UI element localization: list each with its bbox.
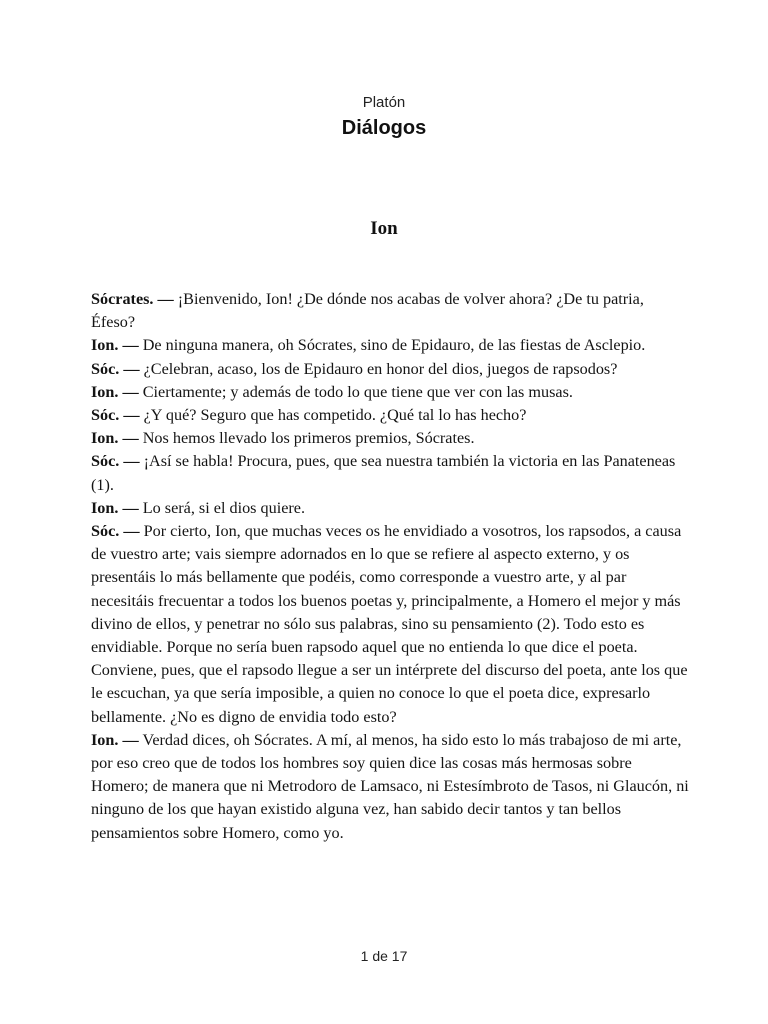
dialogue-turn [91,427,691,450]
speaker-label: Sócrates. — [91,290,174,308]
dialogue-text [91,288,691,845]
speaker-label: Ion. — [91,382,139,401]
dialogue-turn [91,404,691,427]
speaker-label: Ion. — [91,498,139,517]
page-number: 1 de 17 [360,948,408,964]
turn-text: Por cierto, Ion, que muchas veces os he envidiado a vosotros, los rapsodos, a causa de vuestro arte; vais siempre adornados en lo que se refiere al aspecto externo, y os presentáis lo más bellamente que podéis, como corresponde a vuestro arte, y al par necesitáis frecuentar a todos los buenos poetas y, principalmente, a Homero el mejor y más divino de ellos, y penetrar no sólo sus palabras, sino su pensamiento (2). Todo esto es envidiable. Porque no sería buen rapsodo aquel que no entienda lo que dice el poeta. Conviene, pues, que el rapsodo llegue a ser un intérprete del discurso del poeta, ante los que le escuchan, ya que sería imposible, a quien no conoce lo que el poeta dice, expresarlo bellamente. ¿No es digno de envidia todo esto? [91,522,688,726]
turn-text: ¿Y qué? Seguro que has competido. ¿Qué tal lo has hecho? [139,406,527,425]
dialogue-turn [91,334,691,357]
document-header [0,92,768,142]
speaker-label: Sóc. — [91,522,140,541]
dialogue-turn [91,729,691,845]
author-name: Platón [362,94,406,111]
speaker-label: Sóc. — [91,359,140,378]
turn-text: ¡Así se habla! Procura, pues, que sea nuestra también la victoria en las Panateneas (1). [91,452,676,494]
speaker-label: Sóc. — [91,406,140,425]
turn-text: ¿Celebran, acaso, los de Epidauro en honor del dios, juegos de rapsodos? [139,359,618,378]
dialogue-turn [91,520,691,729]
dialogue-turn [91,450,691,496]
dialogue-turn [91,288,691,334]
book-title: Diálogos [341,117,427,139]
turn-text: De ninguna manera, oh Sócrates, sino de Epidauro, de las fiestas de Asclepio. [138,336,646,355]
dialogue-turn [91,358,691,381]
turn-text: Nos hemos llevado los primeros premios, Sócrates. [138,429,475,448]
speaker-label: Ion. — [91,429,139,448]
turn-text: ¡Bienvenido, Ion! ¿De dónde nos acabas de volver ahora? ¿De tu patria, Éfeso? [91,290,644,332]
speaker-label: Ion. — [91,730,139,749]
section-title: Ion [370,218,398,239]
dialogue-turn [91,381,691,404]
turn-text: Lo será, si el dios quiere. [138,498,306,517]
turn-text: Verdad dices, oh Sócrates. A mí, al menos, ha sido esto lo más trabajoso de mi arte, por eso creo que de todos los hombres soy quien dice las cosas más hermosas sobre Homero; de manera que ni Metrodoro de Lamsaco, ni Estesímbroto de Tasos, ni Glaucón, ni ninguno de los que hayan existido alguna vez, han sabido decir tantos y tan bellos pensamientos sobre Homero, como yo. [91,730,689,842]
turn-text: Ciertamente; y además de todo lo que tiene que ver con las musas. [138,382,573,401]
speaker-label: Sóc. — [91,452,140,471]
speaker-label: Ion. — [91,336,139,355]
dialogue-turn [91,497,691,520]
